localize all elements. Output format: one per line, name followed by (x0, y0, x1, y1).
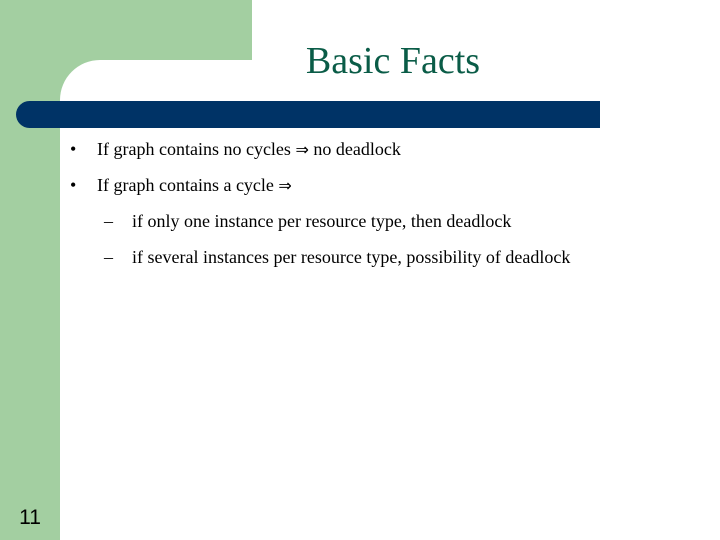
bullet-text-after: no deadlock (308, 139, 401, 159)
sub-bullet-text: if only one instance per resource type, then deadlock (132, 211, 512, 231)
title-underline-bar (16, 101, 600, 128)
implies-arrow: ⇒ (295, 140, 309, 159)
bullet-marker: • (70, 175, 77, 195)
implies-arrow: ⇒ (278, 176, 292, 195)
bullet-item (70, 172, 292, 199)
bullet-marker: • (70, 139, 77, 159)
sub-bullet-marker: – (104, 247, 113, 267)
sub-bullet-marker: – (104, 211, 113, 231)
bullet-item (70, 136, 401, 163)
sub-bullet-item (104, 244, 570, 270)
sub-bullet-text: if several instances per resource type, possibility of deadlock (132, 247, 571, 267)
bullet-text: If graph contains a cycle (97, 175, 279, 195)
slide-number: 11 (19, 506, 41, 529)
title-area-corner (60, 60, 280, 140)
sub-bullet-item (104, 208, 511, 234)
slide-title: Basic Facts (305, 40, 481, 82)
bullet-text: If graph contains no cycles (97, 139, 296, 159)
